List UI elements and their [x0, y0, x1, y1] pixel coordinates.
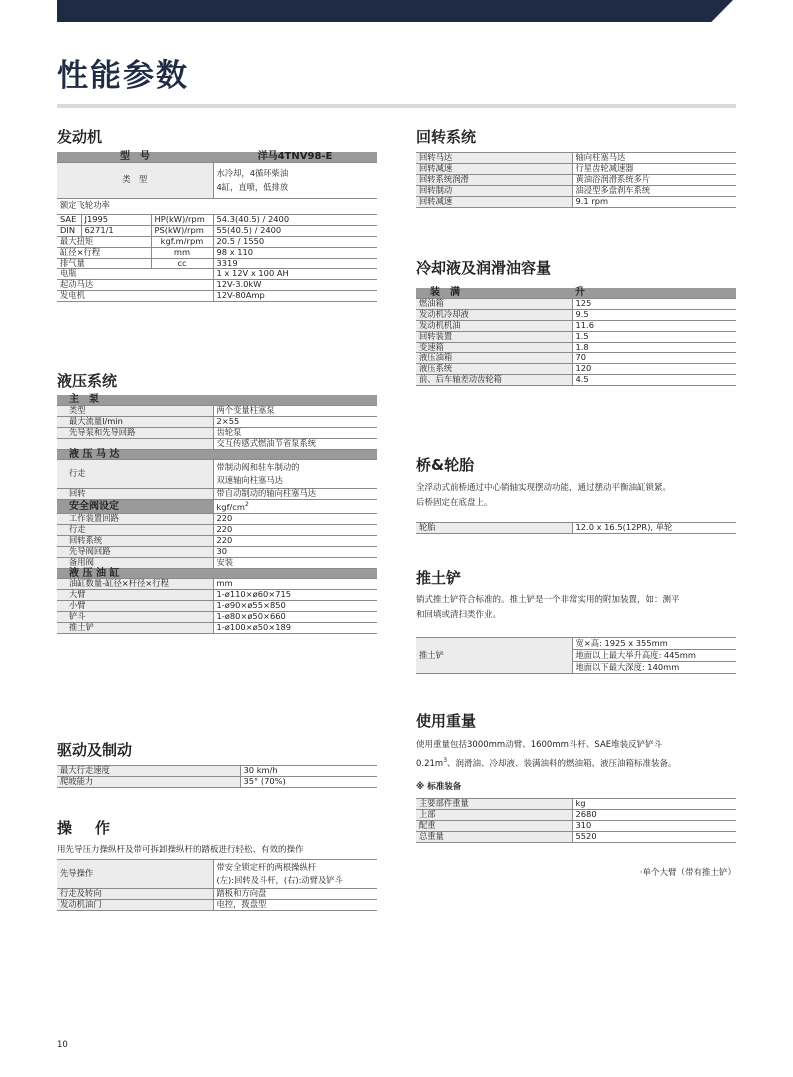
drive-label: 最大行走速度	[57, 766, 240, 777]
cylinder-value: 1-ø110×ø60×715	[213, 590, 377, 601]
drive-row	[57, 766, 377, 777]
pump-label: 先导泵和先导回路	[57, 427, 213, 438]
capacity-value: 11.6	[572, 320, 736, 331]
axle-text	[416, 481, 671, 511]
axle-text-line-2: 后桥固定在底盘上。	[416, 498, 493, 508]
pump-value: 2×55	[213, 416, 377, 427]
engine-rated-power-label: 额定飞轮功率	[57, 198, 377, 214]
relief-header-label: 安全阀设定	[57, 500, 213, 514]
capacity-label: 发动机冷却液	[416, 309, 572, 320]
engine-cell: 54.3(40.5) / 2400	[213, 214, 377, 225]
relief-row	[57, 524, 377, 535]
weight-label: 主要部件重量	[416, 799, 572, 810]
axle-text-line-1: 全浮动式前桥通过中心销轴实现摆动功能，通过摆动平衡油缸锁紧。	[416, 483, 672, 493]
weight-text	[416, 738, 677, 772]
cylinder-header-label: 液 压 油 缸	[57, 568, 377, 579]
travel-motor-label: 行走	[57, 460, 213, 489]
capacity-label: 变速箱	[416, 342, 572, 353]
operation-value: 电控，拨盘型	[213, 899, 377, 910]
engine-cell: 20.5 / 1550	[213, 236, 377, 247]
engine-cell: 排气量	[57, 258, 151, 269]
capacity-row	[416, 331, 736, 342]
swing-label: 回转减速	[416, 163, 572, 174]
cylinder-row	[57, 590, 377, 601]
relief-value: 220	[213, 535, 377, 546]
engine-header-model-label: 型 号	[57, 152, 213, 162]
dozer-text	[416, 593, 680, 623]
relief-row	[57, 546, 377, 557]
dozer-value: 地面以上最大举升高度: 445mm	[572, 650, 736, 662]
capacity-row	[416, 364, 736, 375]
weight-note: ·单个大臂（带有推土铲）	[639, 868, 736, 878]
engine-header-model-value: 洋马4TNV98-E	[213, 152, 377, 162]
tire-value: 12.0 x 16.5(12PR), 单轮	[572, 523, 736, 534]
engine-type-label: 类 型	[57, 162, 213, 198]
swing-value: 轴向柱塞马达	[572, 153, 736, 164]
relief-row	[57, 535, 377, 546]
engine-cell: 1 x 12V x 100 AH	[213, 269, 377, 280]
dozer-table	[416, 637, 736, 674]
capacity-label: 回转装置	[416, 331, 572, 342]
cylinder-value: mm	[213, 579, 377, 590]
relief-label: 回转系统	[57, 535, 213, 546]
swing-value: 9.1 rpm	[572, 196, 736, 207]
page-number: 10	[57, 1040, 68, 1050]
cylinder-value: 1-ø90×ø55×850	[213, 601, 377, 612]
hydraulic-heading: 液压系统	[57, 372, 118, 390]
cylinder-row	[57, 612, 377, 623]
pump-row	[57, 438, 377, 449]
swing-row	[416, 153, 736, 164]
capacity-value: 4.5	[572, 375, 736, 386]
pump-value: 两个变量柱塞泵	[213, 405, 377, 416]
relief-value: 30	[213, 546, 377, 557]
pilot-value-line-2: (左):回转及斗杆，(右):动臂及铲斗	[216, 875, 343, 885]
weight-text-volume-sup: 3	[443, 757, 448, 764]
cylinder-label: 铲斗	[57, 612, 213, 623]
swing-row	[416, 196, 736, 207]
weight-text-line-1: 使用重量包括3000mm动臂、1600mm斗杆、SAE堆装反铲铲斗	[416, 740, 663, 750]
capacity-label: 前、后车轴差动齿轮箱	[416, 375, 572, 386]
engine-row	[57, 280, 377, 291]
weight-label: 上部	[416, 809, 572, 820]
cylinder-label: 油缸数量-缸径×杆径×行程	[57, 579, 213, 590]
capacity-value: 120	[572, 364, 736, 375]
swing-motor-label: 回转	[57, 489, 213, 500]
weight-row	[416, 799, 736, 810]
capacity-label: 燃油箱	[416, 298, 572, 309]
engine-type-value-line-2: 4缸，直喷，低排放	[216, 182, 289, 193]
drive-label: 爬坡能力	[57, 776, 240, 787]
engine-rated-power-row	[57, 198, 377, 214]
weight-heading: 使用重量	[416, 712, 477, 730]
capacity-label: 液压系统	[416, 364, 572, 375]
relief-label: 备用阀	[57, 557, 213, 568]
swing-value: 行星齿轮减速器	[572, 163, 736, 174]
pump-label: 类型	[57, 405, 213, 416]
engine-cell: 电瓶	[57, 269, 213, 280]
relief-unit-sup: 2	[244, 501, 249, 509]
engine-cell: 6271/1	[81, 225, 151, 236]
operation-table	[57, 859, 377, 911]
engine-cell: DIN	[57, 225, 81, 236]
weight-text-rest: 、润滑油、冷却液、装满油料的燃油箱、液压油箱标准装备。	[447, 758, 677, 769]
swing-heading: 回转系统	[416, 128, 477, 146]
capacity-value: 9.5	[572, 309, 736, 320]
operation-label: 行走及转向	[57, 889, 213, 900]
dozer-row	[416, 638, 736, 650]
operation-row	[57, 899, 377, 910]
operation-intro: 用先导压力操纵杆及带可拆卸操纵杆的踏板进行轻松、有效的操作	[57, 845, 304, 855]
weight-value: 2680	[572, 809, 736, 820]
operation-heading: 操 作	[57, 819, 115, 837]
relief-value: 220	[213, 524, 377, 535]
relief-unit	[213, 500, 377, 514]
engine-cell: cc	[151, 258, 213, 269]
cylinder-label: 大臂	[57, 590, 213, 601]
pump-label	[57, 438, 213, 449]
engine-row	[57, 269, 377, 280]
engine-heading: 发动机	[57, 128, 103, 146]
swing-motor-row	[57, 489, 377, 500]
capacity-row	[416, 309, 736, 320]
capacity-label: 液压油箱	[416, 353, 572, 364]
capacity-label: 发动机机油	[416, 320, 572, 331]
weight-value: 310	[572, 820, 736, 831]
cylinder-row	[57, 601, 377, 612]
weight-text-line-2	[416, 753, 677, 772]
dozer-label: 推土铲	[416, 638, 572, 674]
pilot-row	[57, 860, 377, 889]
hydraulic-table	[57, 395, 377, 634]
capacity-row	[416, 375, 736, 386]
operation-value: 踏板和方向盘	[213, 889, 377, 900]
engine-cell: kgf.m/rpm	[151, 236, 213, 247]
pump-value: 交互传感式燃油节省泵系统	[213, 438, 377, 449]
pump-row	[57, 427, 377, 438]
engine-row	[57, 291, 377, 302]
cylinder-value: 1-ø100×ø50×189	[213, 623, 377, 634]
main-pump-header	[57, 395, 377, 405]
relief-label: 先导阀回路	[57, 546, 213, 557]
tire-row	[416, 523, 736, 534]
engine-cell: 发电机	[57, 291, 213, 302]
engine-cell: 最大扭矩	[57, 236, 151, 247]
capacity-row	[416, 298, 736, 309]
engine-row	[57, 236, 377, 247]
drive-table	[57, 765, 377, 788]
engine-cell: 98 x 110	[213, 247, 377, 258]
engine-cell: 12V-80Amp	[213, 291, 377, 302]
operation-row	[57, 889, 377, 900]
pump-value: 齿轮泵	[213, 427, 377, 438]
weight-row	[416, 820, 736, 831]
swing-row	[416, 163, 736, 174]
engine-cell: 12V-3.0kW	[213, 280, 377, 291]
cylinder-value: 1-ø80×ø50×660	[213, 612, 377, 623]
engine-table	[57, 152, 377, 302]
engine-cell: J1995	[81, 214, 151, 225]
engine-cell: 缸径×行程	[57, 247, 151, 258]
swing-motor-value: 带自动制动的轴向柱塞马达	[213, 489, 377, 500]
pump-row	[57, 416, 377, 427]
swing-table	[416, 152, 736, 208]
engine-cell: mm	[151, 247, 213, 258]
capacity-heading: 冷却液及润滑油容量	[416, 259, 552, 277]
swing-label: 回转制动	[416, 185, 572, 196]
capacity-value: 1.5	[572, 331, 736, 342]
relief-label: 工作装置回路	[57, 514, 213, 525]
swing-label: 回转马达	[416, 153, 572, 164]
capacity-value: 1.8	[572, 342, 736, 353]
travel-motor-value-line-1: 带制动阀和驻车制动的	[216, 462, 300, 473]
page-title: 性能参数	[57, 58, 189, 94]
dozer-value: 地面以下最大深度: 140mm	[572, 662, 736, 674]
cylinder-label: 小臂	[57, 601, 213, 612]
pilot-value	[213, 860, 377, 889]
capacity-value: 70	[572, 353, 736, 364]
capacity-header-unit: 升	[572, 288, 736, 298]
title-divider	[57, 104, 736, 108]
relief-row	[57, 557, 377, 568]
relief-value: 安装	[213, 557, 377, 568]
engine-row	[57, 214, 377, 225]
capacity-row	[416, 320, 736, 331]
relief-label: 行走	[57, 524, 213, 535]
relief-unit-text: kgf/cm	[216, 502, 245, 513]
cylinder-header	[57, 568, 377, 579]
relief-row	[57, 514, 377, 525]
dozer-value: 宽×高: 1925 x 355mm	[572, 638, 736, 650]
main-pump-header-label: 主 泵	[57, 395, 377, 405]
swing-row	[416, 174, 736, 185]
pump-row	[57, 405, 377, 416]
weight-label: 总重量	[416, 831, 572, 842]
capacity-header-label: 装 满	[416, 288, 572, 298]
motor-header-label: 液 压 马 达	[57, 449, 377, 460]
engine-cell: HP(kW)/rpm	[151, 214, 213, 225]
drive-value: 35° (70%)	[240, 776, 377, 787]
pump-label: 最大流量l/min	[57, 416, 213, 427]
swing-value: 油浸型多盘刹车系统	[572, 185, 736, 196]
motor-header	[57, 449, 377, 460]
dozer-heading: 推土铲	[416, 569, 462, 587]
relief-value: 220	[213, 514, 377, 525]
swing-value: 黄油浴润滑系统多片	[572, 174, 736, 185]
capacity-table	[416, 288, 736, 386]
engine-type-value-line-1: 水冷却，4循环柴油	[216, 168, 289, 179]
tire-label: 轮胎	[416, 523, 572, 534]
engine-row	[57, 247, 377, 258]
weight-table	[416, 798, 736, 843]
cylinder-row	[57, 579, 377, 590]
capacity-value: 125	[572, 298, 736, 309]
dozer-text-line-2: 和回填或清扫类作业。	[416, 610, 502, 620]
relief-header	[57, 500, 377, 514]
swing-label: 回转系统润滑	[416, 174, 572, 185]
cylinder-label: 推土铲	[57, 623, 213, 634]
travel-motor-row	[57, 460, 377, 489]
cylinder-row	[57, 623, 377, 634]
travel-motor-value-line-2: 双速轴向柱塞马达	[216, 475, 283, 486]
swing-label: 回转减速	[416, 196, 572, 207]
engine-row	[57, 258, 377, 269]
capacity-row	[416, 353, 736, 364]
drive-value: 30 km/h	[240, 766, 377, 777]
top-banner	[57, 0, 733, 22]
weight-label: 配重	[416, 820, 572, 831]
weight-value: kg	[572, 799, 736, 810]
travel-motor-value	[213, 460, 377, 489]
engine-cell: PS(kW)/rpm	[151, 225, 213, 236]
engine-row	[57, 225, 377, 236]
standard-equipment-label: ※ 标准装备	[416, 782, 462, 792]
capacity-header	[416, 288, 736, 298]
engine-type-row	[57, 162, 377, 198]
tire-table	[416, 522, 736, 534]
swing-row	[416, 185, 736, 196]
engine-cell: 55(40.5) / 2400	[213, 225, 377, 236]
dozer-text-line-1: 销式推土铲符合标准的。推土铲是一个非常实用的附加装置，如：测平	[416, 595, 680, 605]
pilot-value-line-1: 带安全锁定杆的两根操纵杆	[216, 862, 317, 872]
drive-heading: 驱动及制动	[57, 741, 133, 759]
capacity-row	[416, 342, 736, 353]
weight-row	[416, 831, 736, 842]
drive-row	[57, 776, 377, 787]
axle-heading: 桥&轮胎	[416, 456, 475, 474]
engine-cell: SAE	[57, 214, 81, 225]
pilot-label: 先导操作	[57, 860, 213, 889]
operation-label: 发动机油门	[57, 899, 213, 910]
engine-cell: 起动马达	[57, 280, 213, 291]
weight-row	[416, 809, 736, 820]
engine-header-row	[57, 152, 377, 162]
engine-type-value	[213, 162, 377, 198]
weight-value: 5520	[572, 831, 736, 842]
weight-text-volume: 0.21m	[416, 758, 444, 769]
engine-cell: 3319	[213, 258, 377, 269]
